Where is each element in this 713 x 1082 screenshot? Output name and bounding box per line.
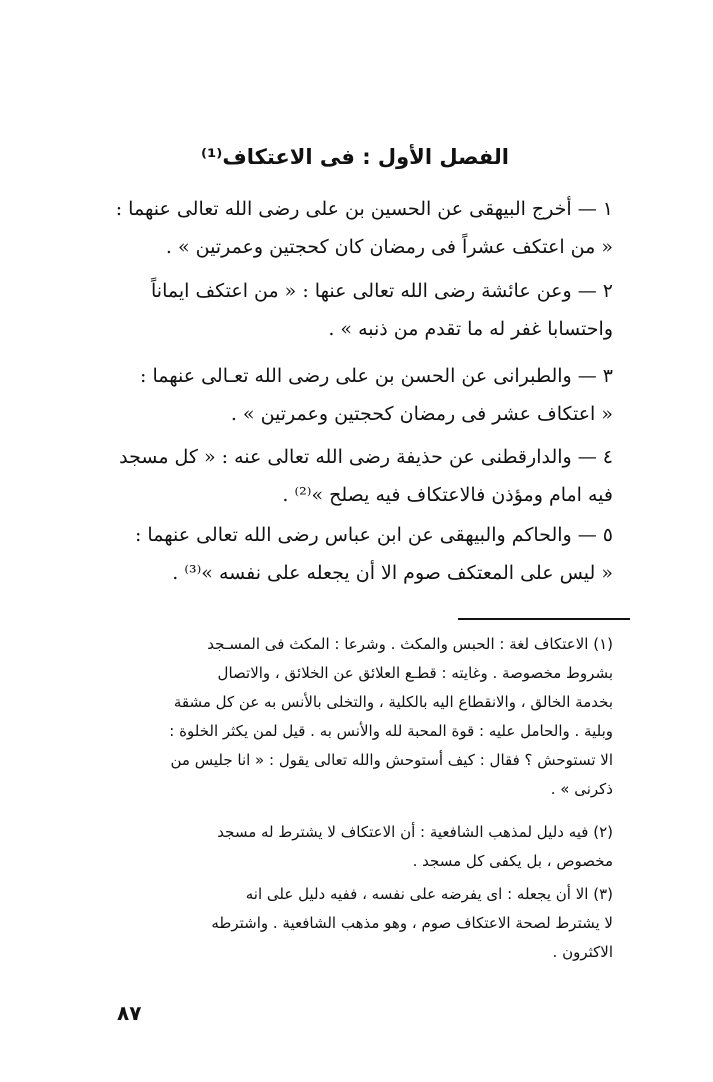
hadith-1: [94, 190, 613, 266]
hadith-line: ٤ — والدارقطنى عن حذيفة رضى الله تعالى عنه : « كل مسجد: [119, 446, 613, 468]
footnote-line: لا يشترط لصحة الاعتكاف صوم ، وهو مذهب الشافعية . واشترطه: [211, 914, 613, 932]
hadith-line: ٣ — والطبرانى عن الحسن بن على رضى الله تعـالى عنهما :: [140, 365, 613, 387]
hadith-line: « ليس على المعتكف صوم الا أن يجعله على نفسه »⁽³⁾ .: [172, 562, 613, 584]
footnote-2: [94, 818, 613, 876]
hadith-line: ٥ — والحاكم والبيهقى عن ابن عباس رضى الله تعالى عنهما :: [134, 524, 613, 546]
footnote-line: وبلية . والحامل عليه : قوة المحبة لله والأنس به . قيل لمن يكثر الخلوة :: [169, 722, 613, 740]
hadith-2: [94, 272, 613, 348]
footnote-line: مخصوص ، بل يكفى كل مسجد .: [412, 852, 613, 870]
chapter-title: الفصل الأول : فى الاعتكاف⁽¹⁾: [201, 145, 509, 169]
hadith-line: واحتسابا غفر له ما تقدم من ذنبه » .: [328, 318, 613, 340]
hadith-line: فيه امام ومؤذن فالاعتكاف فيه يصلح »⁽²⁾ .: [282, 484, 613, 506]
footnote-3: [94, 880, 613, 967]
footnote-line: الاكثرون .: [552, 943, 613, 961]
hadith-5: [94, 516, 613, 592]
footnote-line: بخدمة الخالق ، والانقطاع اليه بالكلية ، والتخلى بالأنس به عن كل مشقة: [173, 693, 613, 711]
footnote-line: (٣) الا أن يجعله : اى يفرضه على نفسه ، ففيه دليل على انه: [245, 885, 613, 903]
footnote-line: الا تستوحش ؟ فقال : كيف أستوحش والله تعالى يقول : « انا جليس من: [170, 751, 613, 769]
hadith-line: ١ — أخرج البيهقى عن الحسين بن على رضى الله تعالى عنهما :: [115, 198, 613, 220]
hadith-3: [94, 357, 613, 433]
hadith-line: « اعتكاف عشر فى رمضان كحجتين وعمرتين » .: [230, 403, 613, 425]
page-number: ٨٧: [117, 1001, 142, 1025]
footnote-line: (١) الاعتكاف لغة : الحبس والمكث . وشرعا : المكث فى المسـجد: [207, 635, 613, 653]
footnote-1: [94, 630, 613, 804]
footnote-separator: [458, 618, 630, 620]
hadith-line: « من اعتكف عشراً فى رمضان كان كحجتين وعمرتين » .: [165, 236, 613, 258]
footnote-line: ذكرنى » .: [550, 780, 613, 798]
hadith-line: ٢ — وعن عائشة رضى الله تعالى عنها : « من اعتكف ايماناً: [151, 280, 613, 302]
footnote-line: بشروط مخصوصة . وغايته : قطـع العلائق عن الخلائق ، والاتصال: [217, 664, 613, 682]
footnote-line: (٢) فيه دليل لمذهب الشافعية : أن الاعتكاف لا يشترط له مسجد: [217, 823, 613, 841]
hadith-4: [94, 438, 613, 514]
